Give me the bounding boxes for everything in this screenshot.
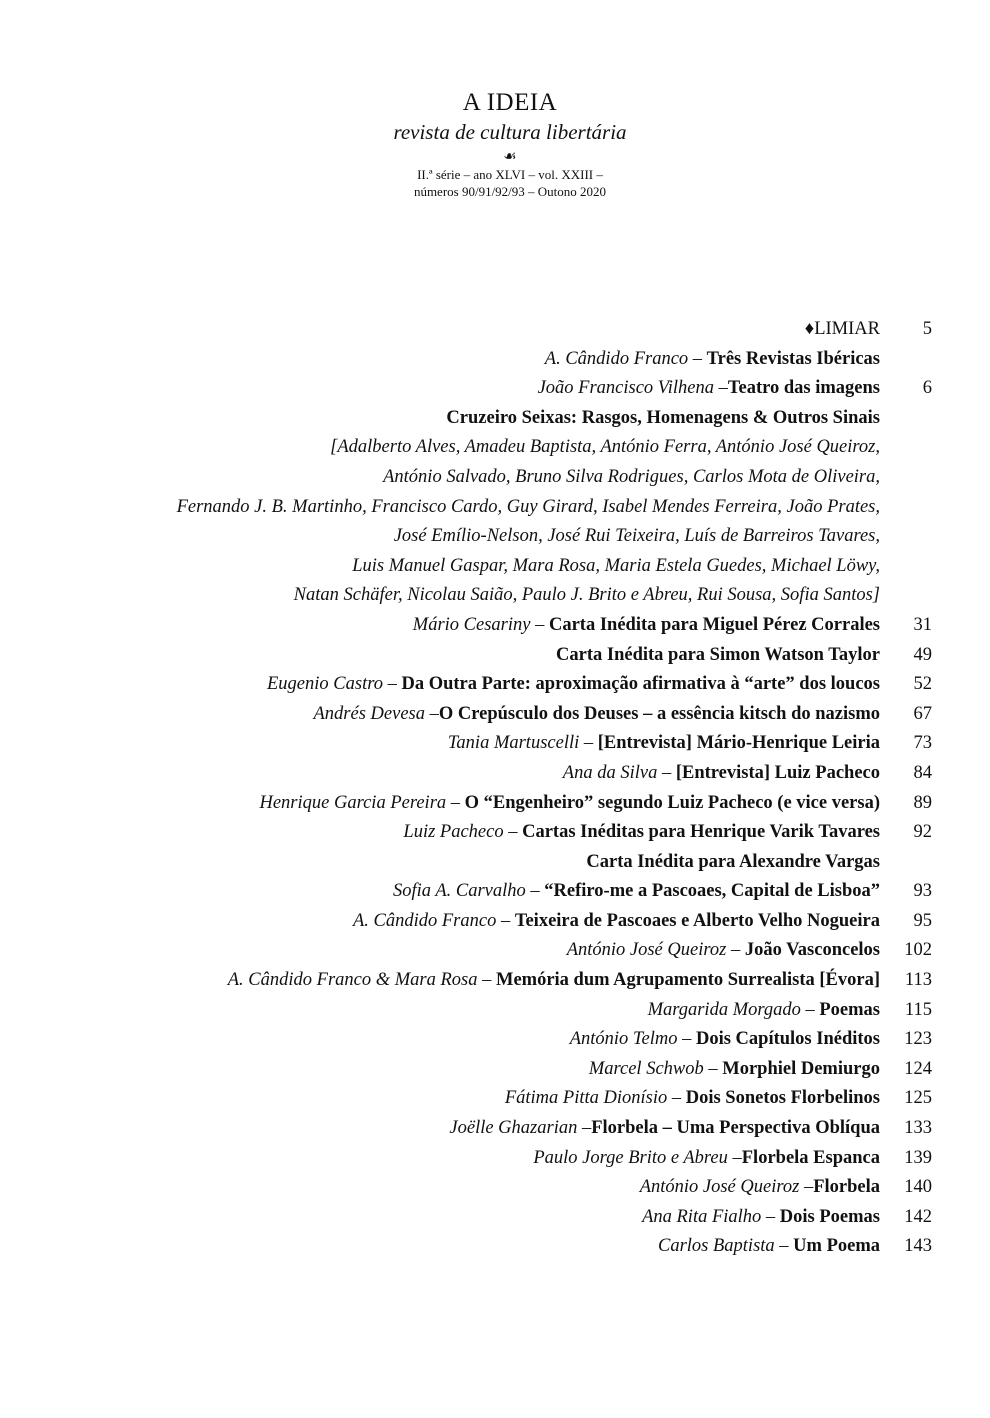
toc-entry xyxy=(0,1114,990,1144)
page-number: 89 xyxy=(913,792,932,813)
toc-entry-text xyxy=(403,818,880,848)
toc-entry-text xyxy=(648,996,880,1026)
entry-author: Ana Rita Fialho xyxy=(642,1206,762,1227)
toc-entry xyxy=(0,789,990,819)
toc-entry xyxy=(0,700,990,730)
toc-entry-text xyxy=(658,1232,880,1262)
entry-title: Carta Inédita para Miguel Pérez Corrales xyxy=(548,614,880,635)
toc-entry xyxy=(0,1232,990,1262)
toc-entry-text xyxy=(538,374,880,404)
page-number: 95 xyxy=(913,910,932,931)
page-number: 133 xyxy=(904,1118,932,1139)
entry-separator: – xyxy=(800,999,820,1020)
toc-entry xyxy=(0,1025,990,1055)
entry-title: Cruzeiro Seixas: Rasgos, Homenagens & Outros Sinais xyxy=(446,407,880,428)
page-number: 67 xyxy=(913,703,932,724)
entry-title: Cartas Inéditas para Henrique Varik Tavares xyxy=(522,822,880,843)
toc-entry xyxy=(0,1084,990,1114)
toc-entry-text xyxy=(259,789,880,819)
entry-author: Henrique Garcia Pereira xyxy=(259,792,447,813)
entry-title: Florbela – Uma Perspectiva Oblíqua xyxy=(591,1118,880,1139)
entry-title: O “Engenheiro” segundo Luiz Pacheco (e vice versa) xyxy=(464,792,880,813)
masthead xyxy=(0,88,990,200)
entry-author: Mário Cesariny xyxy=(412,614,531,635)
toc-entry xyxy=(0,552,990,582)
entry-title: Florbela xyxy=(813,1177,880,1198)
toc-entry-text xyxy=(228,966,880,996)
entry-author: António José Queiroz xyxy=(566,940,727,961)
entry-author: António José Queiroz xyxy=(639,1177,800,1198)
toc-entry-text xyxy=(567,936,880,966)
entry-separator: – xyxy=(688,348,707,369)
page-number: 123 xyxy=(904,1029,932,1050)
page-number: 84 xyxy=(913,762,932,783)
entry-title: Teixeira de Pascoaes e Alberto Velho Nogueira xyxy=(514,910,880,931)
entry-author: Joëlle Ghazarian xyxy=(449,1118,578,1139)
entry-author: Marcel Schwob xyxy=(588,1058,704,1079)
entry-title: O Crepúsculo dos Deuses – a essência kitsch do nazismo xyxy=(438,703,880,724)
toc-entry xyxy=(0,374,990,404)
entry-title: Três Revistas Ibéricas xyxy=(706,348,880,369)
toc-entry-text xyxy=(177,493,880,523)
entry-separator: – xyxy=(677,1029,696,1050)
page-number: 115 xyxy=(904,999,932,1020)
entry-title: Da Outra Parte: aproximação afirmativa à “arte” dos loucos xyxy=(401,674,880,695)
toc-entry-text xyxy=(267,670,880,700)
toc-entry xyxy=(0,670,990,700)
toc-entry-text xyxy=(533,1144,880,1174)
page-number: 140 xyxy=(904,1177,932,1198)
entry-author: A. Cândido Franco & Mara Rosa xyxy=(227,970,478,991)
entry-separator: – xyxy=(477,970,496,991)
entry-title: [Entrevista] Luiz Pacheco xyxy=(675,762,880,783)
toc-entry xyxy=(0,522,990,552)
toc-entry-text xyxy=(394,522,880,552)
entry-separator: – xyxy=(774,1236,794,1257)
toc-entry xyxy=(0,848,990,878)
toc-entry xyxy=(0,581,990,611)
toc-entry xyxy=(0,818,990,848)
entry-separator: – xyxy=(703,1058,723,1079)
toc-entry xyxy=(0,936,990,966)
toc-entry xyxy=(0,729,990,759)
toc-entry-text xyxy=(413,611,880,641)
entry-separator: – xyxy=(727,1147,742,1168)
toc-entry xyxy=(0,759,990,789)
issue-info-line-2: números 90/91/92/93 – Outono 2020 xyxy=(413,184,607,199)
entry-author: Ana da Silva xyxy=(562,762,658,783)
toc-entry-text xyxy=(545,345,880,375)
toc-entry xyxy=(0,433,990,463)
entry-separator: – xyxy=(726,940,745,961)
page-number: 52 xyxy=(913,674,932,695)
toc-entry-text xyxy=(383,463,880,493)
toc-entry-text xyxy=(393,877,880,907)
toc-entry-text xyxy=(353,907,880,937)
entry-title: [Entrevista] Mário-Henrique Leiria xyxy=(597,733,880,754)
entry-separator: – xyxy=(579,733,598,754)
toc-entry xyxy=(0,641,990,671)
toc-entry-text xyxy=(640,1173,880,1203)
toc-entry-text xyxy=(294,581,880,611)
toc-entry xyxy=(0,996,990,1026)
entry-separator: – xyxy=(496,910,515,931)
toc-entry-text xyxy=(449,1114,880,1144)
page-number: 102 xyxy=(904,940,932,961)
entry-separator: – xyxy=(503,822,523,843)
contributors-line: Natan Schäfer, Nicolau Saião, Paulo J. Brito e Abreu, Rui Sousa, Sofia Santos] xyxy=(293,585,880,606)
page-number: 113 xyxy=(904,970,932,991)
entry-title: Memória dum Agrupamento Surrealista [Évora] xyxy=(495,970,880,991)
entry-author: Eugenio Castro xyxy=(267,674,383,695)
page-number: 143 xyxy=(904,1236,932,1257)
toc-entry xyxy=(0,1055,990,1085)
entry-title: Um Poema xyxy=(793,1236,880,1257)
entry-separator: – xyxy=(799,1177,814,1198)
toc-entry xyxy=(0,493,990,523)
entry-separator: – xyxy=(577,1118,592,1139)
toc-entry-text xyxy=(570,1025,880,1055)
contributors-line: [Adalberto Alves, Amadeu Baptista, António Ferra, António José Queiroz, xyxy=(330,437,880,458)
entry-author: Luiz Pacheco xyxy=(403,822,504,843)
entry-author: A. Cândido Franco xyxy=(352,910,497,931)
page-number: 125 xyxy=(904,1088,932,1109)
entry-separator: – xyxy=(657,762,676,783)
entry-separator: – xyxy=(667,1088,686,1109)
toc-entry xyxy=(0,315,990,345)
toc-entry-text xyxy=(446,404,880,434)
contributors-line: António Salvado, Bruno Silva Rodrigues, Carlos Mota de Oliveira, xyxy=(383,466,880,487)
entry-separator: – xyxy=(713,378,728,399)
entry-author: Fátima Pitta Dionísio xyxy=(504,1088,668,1109)
contributors-line: José Emílio-Nelson, José Rui Teixeira, Luís de Barreiros Tavares, xyxy=(393,526,880,547)
contributors-line: Fernando J. B. Martinho, Francisco Cardo, Guy Girard, Isabel Mendes Ferreira, João Prates, xyxy=(176,496,880,517)
entry-separator: – xyxy=(424,703,439,724)
entry-title: Carta Inédita para Simon Watson Taylor xyxy=(556,644,880,665)
toc-entry-text xyxy=(589,1055,880,1085)
toc-entry xyxy=(0,1203,990,1233)
toc-entry xyxy=(0,345,990,375)
entry-separator: – xyxy=(446,792,465,813)
page-number: 6 xyxy=(922,378,932,399)
table-of-contents xyxy=(0,315,990,1262)
entry-separator: – xyxy=(382,674,402,695)
toc-entry-text xyxy=(556,641,880,671)
entry-title: Morphiel Demiurgo xyxy=(722,1058,880,1079)
page-number: 5 xyxy=(922,319,932,339)
toc-entry xyxy=(0,966,990,996)
entry-author: Andrés Devesa xyxy=(313,703,425,724)
entry-title: Teatro das imagens xyxy=(727,378,880,399)
issue-info-line-1: II.ª série – ano XLVI – vol. XXIII – xyxy=(417,167,603,182)
entry-author: Sofia A. Carvalho xyxy=(393,881,526,902)
entry-title: Poemas xyxy=(819,999,880,1020)
entry-separator: – xyxy=(761,1206,780,1227)
entry-title: Dois Capítulos Inéditos xyxy=(695,1029,880,1050)
page-number: 142 xyxy=(904,1206,932,1227)
toc-entry-text xyxy=(352,552,880,582)
entry-separator: – xyxy=(530,614,549,635)
toc-entry xyxy=(0,907,990,937)
entry-author: Margarida Morgado xyxy=(647,999,801,1020)
entry-title: Dois Poemas xyxy=(779,1206,880,1227)
page-number: 92 xyxy=(913,822,932,843)
entry-author: Carlos Baptista xyxy=(657,1236,775,1257)
entry-separator: – xyxy=(525,881,545,902)
toc-entry xyxy=(0,1144,990,1174)
page-number: 139 xyxy=(904,1147,932,1168)
page-number: 73 xyxy=(913,733,932,754)
entry-title: “Refiro-me a Pascoaes, Capital de Lisboa” xyxy=(544,881,880,902)
journal-title: A IDEIA xyxy=(462,89,558,116)
page-number: 124 xyxy=(904,1058,932,1079)
contributors-line: Luis Manuel Gaspar, Mara Rosa, Maria Estela Guedes, Michael Löwy, xyxy=(352,555,880,576)
journal-subtitle: revista de cultura libertária xyxy=(393,120,627,144)
entry-title: Florbela Espanca xyxy=(741,1147,880,1168)
entry-author: João Francisco Vilhena xyxy=(537,378,714,399)
entry-title: ♦LIMIAR xyxy=(804,319,880,339)
toc-entry xyxy=(0,611,990,641)
entry-author: A. Cândido Franco xyxy=(544,348,689,369)
toc-entry-text xyxy=(586,848,880,878)
entry-author: Tania Martuscelli xyxy=(447,733,580,754)
page-number: 31 xyxy=(913,614,932,635)
toc-entry xyxy=(0,404,990,434)
toc-entry-text xyxy=(330,433,880,463)
toc-entry-text xyxy=(314,700,881,730)
fleuron-ornament-icon: ☙ xyxy=(503,149,517,165)
entry-title: João Vasconcelos xyxy=(744,940,880,961)
toc-entry xyxy=(0,463,990,493)
toc-entry-text xyxy=(448,729,880,759)
entry-author: Paulo Jorge Brito e Abreu xyxy=(533,1147,728,1168)
entry-title: Carta Inédita para Alexandre Vargas xyxy=(586,851,880,872)
toc-entry-text xyxy=(563,759,880,789)
page-number: 49 xyxy=(913,644,932,665)
toc-entry xyxy=(0,1173,990,1203)
entry-author: António Telmo xyxy=(569,1029,678,1050)
toc-entry-text xyxy=(505,1084,880,1114)
entry-title: Dois Sonetos Florbelinos xyxy=(685,1088,880,1109)
toc-entry xyxy=(0,877,990,907)
toc-entry-text xyxy=(805,315,880,345)
page-number: 93 xyxy=(913,881,932,902)
toc-entry-text xyxy=(642,1203,880,1233)
